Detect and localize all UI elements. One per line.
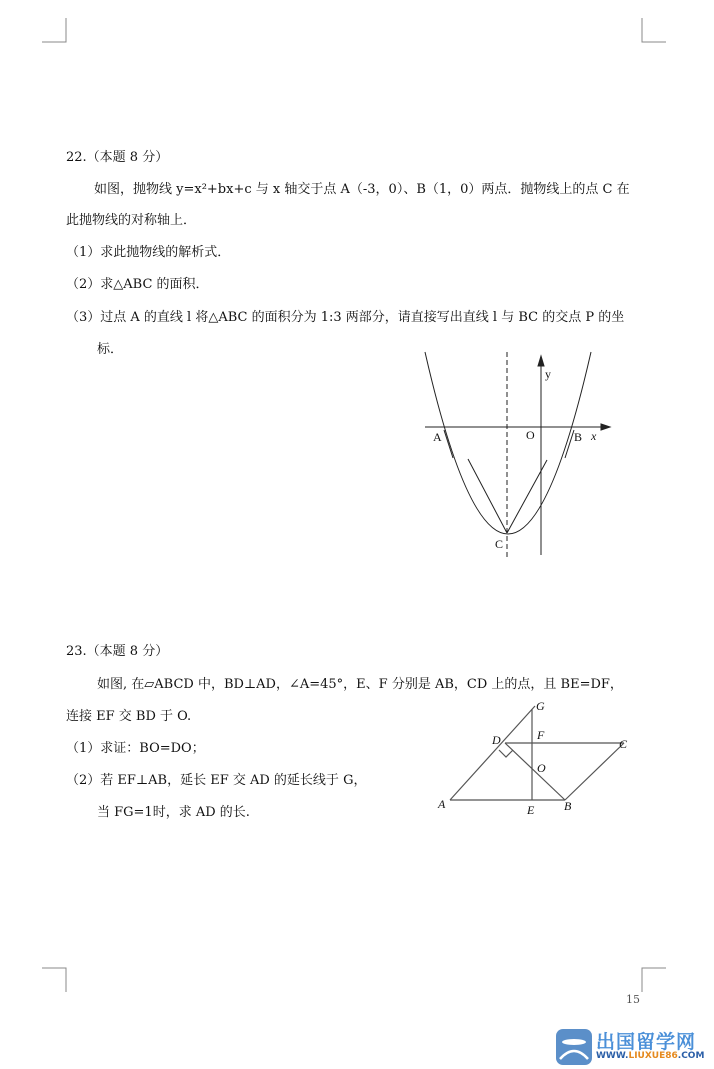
diagonal-db: [505, 743, 565, 800]
label-b: B: [574, 430, 583, 444]
label-g: G: [536, 699, 545, 713]
q22-stem-line1: 如图，抛物线 y=x²+bx+c 与 x 轴交于点 A（-3，0）、B（1，0）两点．抛物线上的点 C 在: [94, 182, 630, 197]
label-a: A: [438, 797, 446, 811]
q23-part2-cont: 当 FG=1时，求 AD 的长.: [97, 805, 250, 820]
logo-icon: [556, 1029, 592, 1065]
label-c: C: [495, 537, 504, 551]
label-o: O: [526, 428, 535, 442]
label-x: x: [591, 429, 597, 443]
label-d: D: [492, 733, 501, 747]
parabola-figure: [425, 352, 610, 560]
label-e: E: [527, 803, 535, 817]
label-b: B: [564, 799, 572, 813]
q23-stem-line2: 连接 EF 交 BD 于 O.: [66, 709, 192, 724]
segment-ac: [468, 459, 507, 533]
side-ag: [450, 706, 535, 800]
y-axis-arrow: [538, 356, 544, 366]
q22-stem-line2: 此抛物线的对称轴上．: [66, 213, 197, 228]
page-number: 15: [626, 993, 640, 1006]
side-cb: [565, 743, 624, 800]
parabola-labels: [433, 367, 597, 551]
q23-part1: （1）求证：BO=DO；: [66, 741, 205, 756]
parallelogram-figure: [450, 706, 624, 800]
q22-part3-cont: 标．: [97, 342, 124, 357]
q23-stem-line1: 如图, 在▱ABCD 中，BD⊥AD，∠A=45°，E、F 分别是 AB，CD 上的点，且 BE=DF，: [97, 677, 623, 692]
right-angle-mark: [499, 750, 513, 757]
q23-title: 23.（本题 8 分）: [66, 644, 169, 659]
parabola-curve: [425, 352, 591, 534]
q22-part2: （2）求△ABC 的面积．: [66, 277, 209, 292]
q22-title: 22.（本题 8 分）: [66, 150, 169, 165]
label-o: O: [537, 761, 546, 775]
label-c: C: [619, 737, 628, 751]
q22-part1: （1）求此抛物线的解析式．: [66, 245, 231, 260]
x-axis-arrow: [601, 424, 610, 430]
label-a: A: [433, 430, 442, 444]
label-f: F: [537, 728, 545, 742]
logo-url: WWW.LIUXUE86.COM: [596, 1051, 705, 1061]
watermark-logo: [556, 1027, 706, 1067]
q23-part2: （2）若 EF⊥AB，延长 EF 交 AD 的延长线于 G，: [66, 773, 367, 788]
label-y: y: [545, 367, 551, 381]
tick-a: [444, 430, 453, 458]
logo-name: 出国留学网: [596, 1031, 697, 1053]
q22-part3: （3）过点 A 的直线 l 将△ABC 的面积分为 1:3 两部分，请直接写出直线 l 与 BC 的交点 P 的坐: [66, 310, 625, 325]
